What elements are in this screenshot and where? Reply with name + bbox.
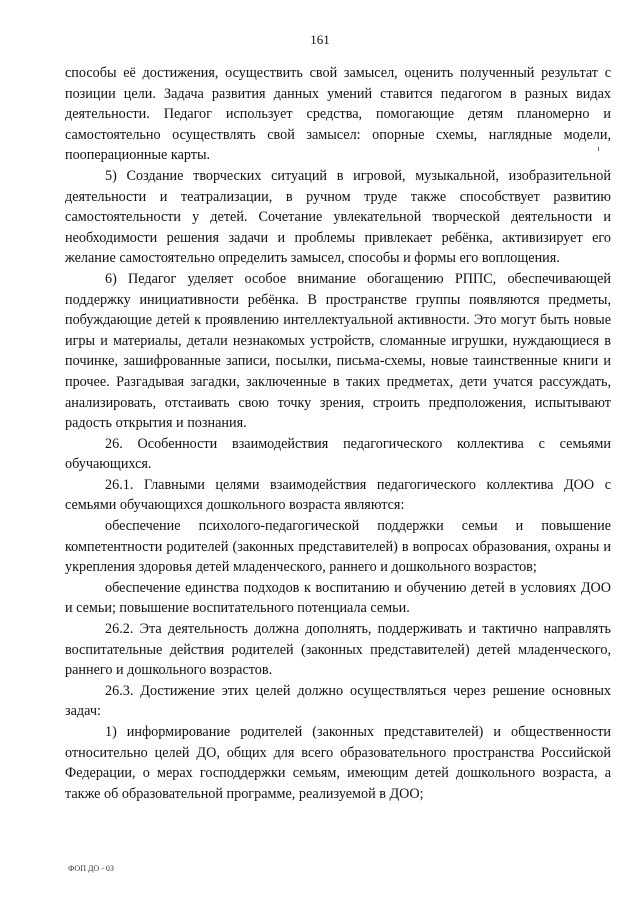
paragraph-task-1: 1) информирование родителей (законных представителей) и общественности относительно целей ДО, общих для всего образовательного пространства Российской Федерации, о мерах господдержки семьям, имеющим детей дошкольного возраста, а также об образовательной программе, реализуемой в ДОО; bbox=[65, 724, 611, 802]
scan-mark bbox=[598, 147, 602, 151]
section-heading-26: 26. Особенности взаимодействия педагогического коллектива с семьями обучающихся. bbox=[65, 435, 611, 473]
document-body bbox=[65, 63, 611, 804]
paragraph-goal-2: обеспечение единства подходов к воспитанию и обучению детей в условиях ДОО и семьи; повышение воспитательного потенциала семьи. bbox=[65, 579, 611, 617]
page-number: 161 bbox=[310, 32, 330, 47]
paragraph-item-5: 5) Создание творческих ситуаций в игровой, музыкальной, изобразительной деятельности и театрализации, в ручном труде также способствует развитию самостоятельности у детей. Сочетание увлекательной творческой деятельности и необходимости решения задачи и проблемы привлекает ребёнка, активизирует его желание самостоятельно определить замысел, способы и формы его воплощения. bbox=[65, 167, 611, 267]
paragraph-item-6: 6) Педагог уделяет особое внимание обогащению РППС, обеспечивающей поддержку инициативности ребёнка. В пространстве группы появляются предметы, побуждающие детей к проявлению интеллектуальной активности. Это могут быть новые игры и материалы, детали незнакомых устройств, сломанные игрушки, нуждающиеся в починке, зашифрованные записи, посылки, письма-схемы, новые таинственные книги и прочее. Разгадывая загадки, заключенные в таких предметах, дети учатся рассуждать, анализировать, отстаивать свою точку зрения, строить предположения, испытывают радость открытия и познания. bbox=[65, 270, 611, 432]
paragraph-26-1: 26.1. Главными целями взаимодействия педагогического коллектива ДОО с семьями обучающихся дошкольного возраста являются: bbox=[65, 476, 611, 514]
paragraph-26-3: 26.3. Достижение этих целей должно осуществляться через решение основных задач: bbox=[65, 682, 611, 720]
paragraph-goal-1: обеспечение психолого-педагогической поддержки семьи и повышение компетентности родителей (законных представителей) в вопросах образования, охраны и укрепления здоровья детей младенческого, раннего и дошкольного возрастов; bbox=[65, 518, 611, 576]
paragraph-26-2: 26.2. Эта деятельность должна дополнять, поддерживать и тактично направлять воспитательные действия родителей (законных представителей) детей младенческого, раннего и дошкольного возрастов. bbox=[65, 621, 611, 679]
paragraph-continuation: способы её достижения, осуществить свой замысел, оценить полученный результат с позиции цели. Задача развития данных умений ставится педагогом в разных видах деятельности. Педагог использует средства, помогающие детям планомерно и самостоятельно осуществлять свой замысел: опорные схемы, наглядные модели, пооперационные карты. bbox=[65, 65, 611, 164]
footer-code: ФОП ДО - 03 bbox=[68, 864, 114, 873]
